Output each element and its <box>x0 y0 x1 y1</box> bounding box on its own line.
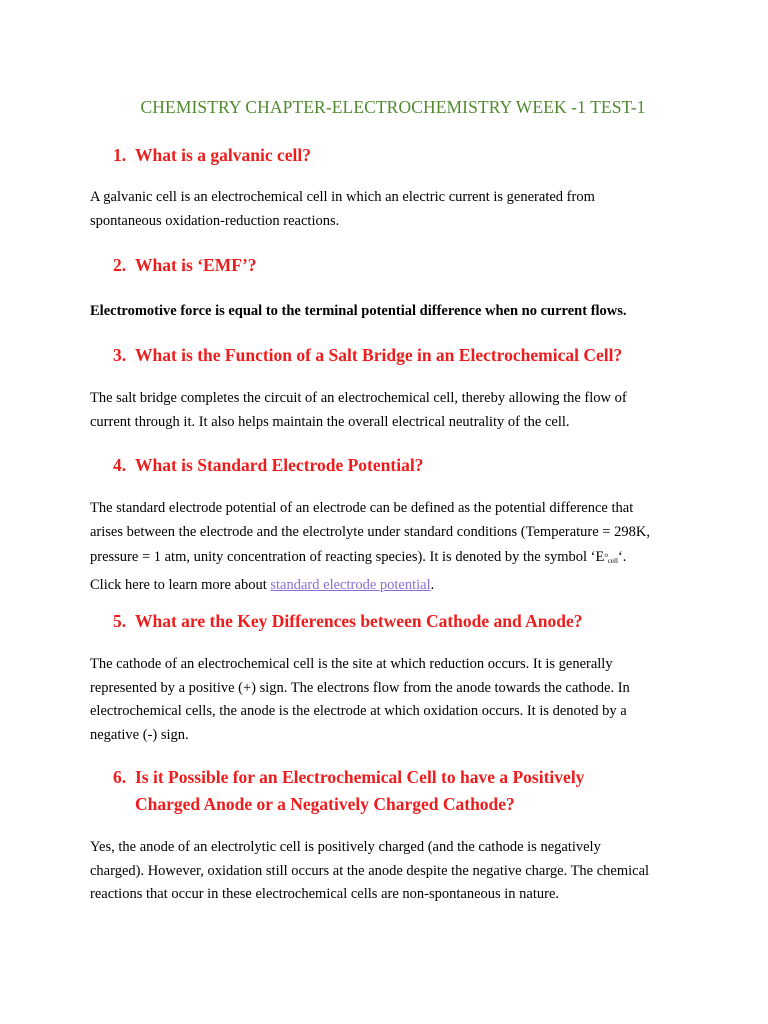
question-text: What is ‘EMF’? <box>135 255 257 275</box>
answer-line: A galvanic cell is an electrochemical cell in which an electric current is generated from <box>90 189 595 205</box>
answer-paragraph-3 <box>90 387 627 434</box>
answer-line: Electromotive force is equal to the terminal potential difference when no current flows. <box>90 303 627 319</box>
question-text-line: Charged Anode or a Negatively Charged Cathode? <box>135 794 515 814</box>
question-heading-2 <box>113 252 257 279</box>
question-number: 6. <box>113 767 127 787</box>
answer-line <box>90 544 650 574</box>
answer-paragraph-4 <box>90 497 650 597</box>
answer-line: Yes, the anode of an electrolytic cell is positively charged (and the cathode is negatively <box>90 839 601 855</box>
answer-line: current through it. It also helps maintain the overall electrical neutrality of the cell. <box>90 413 570 430</box>
answer-line: spontaneous oxidation-reduction reactions. <box>90 212 340 229</box>
question-text: What is the Function of a Salt Bridge in an Electrochemical Cell? <box>135 345 623 365</box>
question-text: What is a galvanic cell? <box>135 145 311 165</box>
answer-line: negative (-) sign. <box>90 726 189 743</box>
question-number: 1. <box>113 145 127 165</box>
answer-line: electrochemical cells, the anode is the electrode at which oxidation occurs. It is denoted by a <box>90 703 627 719</box>
answer-paragraph-5 <box>90 653 630 747</box>
symbol-subscript: cell <box>607 557 618 565</box>
question-heading-4 <box>113 452 423 479</box>
answer-line: arises between the electrode and the electrolyte under standard conditions (Temperature = 298K, <box>90 523 650 540</box>
answer-line: reactions that occur in these electrochemical cells are non-spontaneous in nature. <box>90 886 560 902</box>
question-text: What are the Key Differences between Cathode and Anode? <box>135 611 583 631</box>
question-number: 3. <box>113 345 127 365</box>
question-number: 5. <box>113 611 127 631</box>
question-text <box>135 764 584 818</box>
answer-line: represented by a positive (+) sign. The electrons flow from the anode towards the cathode. In <box>90 679 630 696</box>
symbol-end: ‘. <box>617 549 627 565</box>
answer-line: The cathode of an electrochemical cell is the site at which reduction occurs. It is generally <box>90 656 613 672</box>
answer-line-text: Click here to learn more about <box>90 576 271 593</box>
question-text: What is Standard Electrode Potential? <box>135 455 424 475</box>
question-text-line: Is it Possible for an Electrochemical Cell to have a Positively <box>135 767 585 787</box>
standard-electrode-potential-link[interactable]: standard electrode potential <box>270 576 431 593</box>
answer-paragraph-2 <box>90 300 627 324</box>
answer-line: The standard electrode potential of an electrode can be defined as the potential difference that <box>90 500 634 516</box>
question-number: 4. <box>113 455 127 475</box>
answer-line: charged). However, oxidation still occurs at the anode despite the negative charge. The chemical <box>90 862 650 879</box>
symbol-superscript: o <box>604 551 608 559</box>
page-title: CHEMISTRY CHAPTER-ELECTROCHEMISTRY WEEK -1 TEST-1 <box>140 97 646 117</box>
answer-paragraph-1 <box>90 186 595 233</box>
answer-line: The salt bridge completes the circuit of an electrochemical cell, thereby allowing the flow of <box>90 390 627 406</box>
answer-paragraph-6 <box>90 836 649 907</box>
link-trailing-text: . <box>430 576 435 593</box>
question-heading-1 <box>113 142 311 169</box>
question-heading-3 <box>113 342 622 369</box>
answer-line-text: pressure = 1 atm, unity concentration of reacting species). It is denoted by the symbol ‘E <box>90 549 605 565</box>
question-heading-6 <box>113 764 584 818</box>
question-number: 2. <box>113 255 127 275</box>
question-heading-5 <box>113 608 583 635</box>
answer-line <box>90 574 650 598</box>
